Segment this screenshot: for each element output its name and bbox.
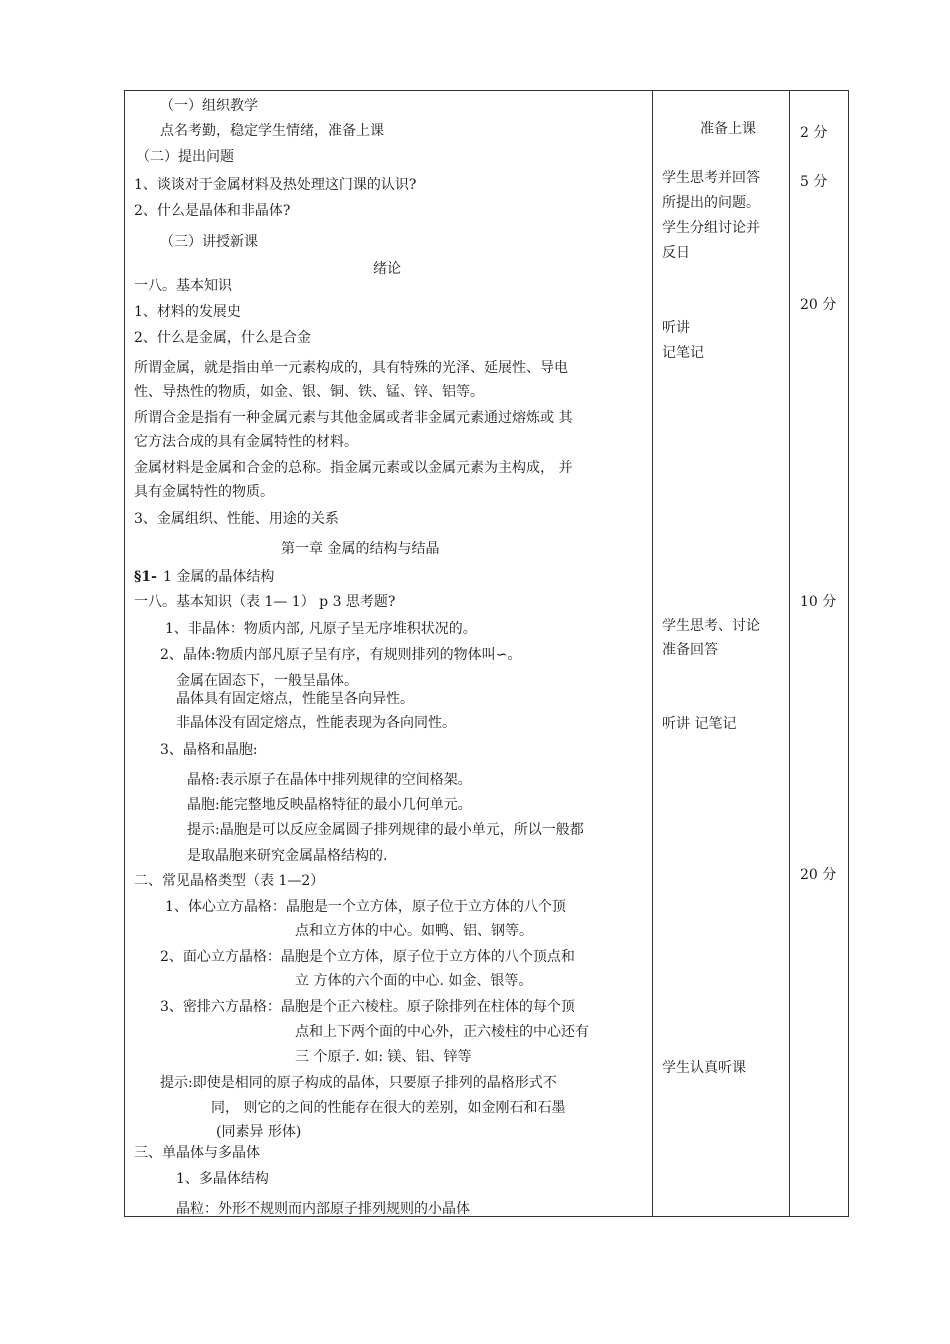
text-line: 非晶体没有固定熔点，性能表现为各向同性。 (176, 715, 456, 731)
time-allocation: 20 分 (800, 297, 837, 313)
text-line: 二、常见晶格类型（表 1—2） (134, 873, 325, 889)
text-line: 金属在固态下，一般呈晶体。 (176, 673, 358, 689)
text-line: 性、导热性的物质，如金、银、铜、铁、锰、锌、铝等。 (134, 384, 484, 400)
time-allocation: 2 分 (800, 125, 828, 141)
text-line: 它方法合成的具有金属特性的材料。 (134, 434, 358, 450)
activity-note: 听讲 (662, 320, 690, 336)
chapter-title: 第一章 金属的结构与结晶 (281, 541, 440, 557)
text-line: 晶胞:能完整地反映晶格特征的最小几何单元。 (187, 797, 472, 813)
activity-note: 准备上课 (700, 121, 756, 137)
text-line: 晶体具有固定熔点，性能呈各向异性。 (176, 691, 414, 707)
activity-note: 反日 (662, 245, 690, 261)
text-line: 三 个原子. 如: 镁、铝、锌等 (295, 1049, 472, 1065)
activity-note: 所提出的问题。 (662, 195, 760, 211)
text-line: 提示:即使是相同的原子构成的晶体，只要原子排列的晶格形式不 (160, 1075, 557, 1091)
activity-note: 学生思考并回答 (662, 170, 760, 186)
activity-note: 准备回答 (662, 642, 718, 658)
text-line: 所谓合金是指有一种金属元素与其他金属或者非金属元素通过熔炼或 其 (134, 410, 573, 426)
text-line: 3、金属组织、性能、用途的关系 (134, 511, 339, 527)
text-line: 一八。基本知识（表 1— 1） p 3 思考题? (134, 594, 396, 610)
lesson-title: 绪论 (373, 261, 401, 277)
text-line: 点名考勤，稳定学生情绪，准备上课 (160, 123, 384, 139)
time-allocation: 20 分 (800, 867, 837, 883)
activity-note: 记笔记 (662, 345, 704, 361)
text-line: 金属材料是金属和合金的总称。指金属元素或以金属元素为主构成， 并 (134, 460, 573, 476)
activity-note: 学生思考、讨论 (662, 618, 760, 634)
text-line: 1、体心立方晶格：晶胞是一个立方体，原子位于立方体的八个顶 (165, 899, 566, 915)
section-heading: （二）提出问题 (136, 149, 234, 165)
text-line: 2、面心立方晶格：晶胞是个立方体，原子位于立方体的八个顶点和 (160, 949, 575, 965)
text-line: 点和上下两个面的中心外，正六棱柱的中心还有 (295, 1024, 589, 1040)
time-allocation: 10 分 (800, 594, 837, 610)
text-line: 是取晶胞来研究金属晶格结构的. (187, 848, 388, 864)
text-line: 1、材料的发展史 (134, 304, 241, 320)
activity-note: 听讲 记笔记 (662, 716, 737, 732)
text-line: 2、什么是晶体和非晶体? (134, 203, 291, 219)
text-line: 所谓金属，就是指由单一元素构成的，具有特殊的光泽、延展性、导电 (134, 360, 568, 376)
column-divider-time (789, 90, 790, 1217)
text-line: (同素异 形体) (216, 1124, 302, 1140)
section-heading: （三）讲授新课 (160, 234, 258, 250)
text-line: 具有金属特性的物质。 (134, 484, 274, 500)
activity-note: 学生分组讨论并 (662, 220, 760, 236)
text-line: 三、单晶体与多晶体 (134, 1145, 260, 1161)
text-line: 1、非晶体：物质内部, 凡原子呈无序堆积状况的。 (165, 621, 477, 637)
text-line: 1、谈谈对于金属材料及热处理这门课的认识? (134, 177, 417, 193)
text-line: 一八。基本知识 (134, 278, 232, 294)
activity-note: 学生认真听课 (662, 1060, 746, 1076)
text-line: 提示:晶胞是可以反应金属圆子排列规律的最小单元，所以一般都 (187, 822, 584, 838)
text-line: 2、晶体:物质内部凡原子呈有序，有规则排列的物体叫∽。 (160, 647, 522, 663)
text-line: 晶粒：外形不规则而内部原子排列规则的小晶体 (176, 1201, 470, 1217)
text-line: 立 方体的六个面的中心. 如金、银等。 (295, 973, 533, 989)
column-divider-activity (652, 90, 653, 1217)
text-line: 1、多晶体结构 (176, 1171, 269, 1187)
text-line: 3、密排六方晶格：晶胞是个正六棱柱。原子除排列在柱体的每个顶 (160, 999, 575, 1015)
section-number: §1- (134, 569, 157, 585)
text-line: 同， 则它的之间的性能存在很大的差别，如金刚石和石墨 (211, 1100, 566, 1116)
text-line: 晶格:表示原子在晶体中排列规律的空间格架。 (187, 772, 472, 788)
text-line: 点和立方体的中心。如鸭、铝、钢等。 (295, 923, 533, 939)
time-allocation: 5 分 (800, 174, 828, 190)
section-heading: （一）组织教学 (160, 98, 258, 114)
text-line: 2、什么是金属，什么是合金 (134, 330, 311, 346)
text-line: 3、晶格和晶胞: (160, 742, 258, 758)
section-title: 1 金属的晶体结构 (163, 569, 275, 585)
